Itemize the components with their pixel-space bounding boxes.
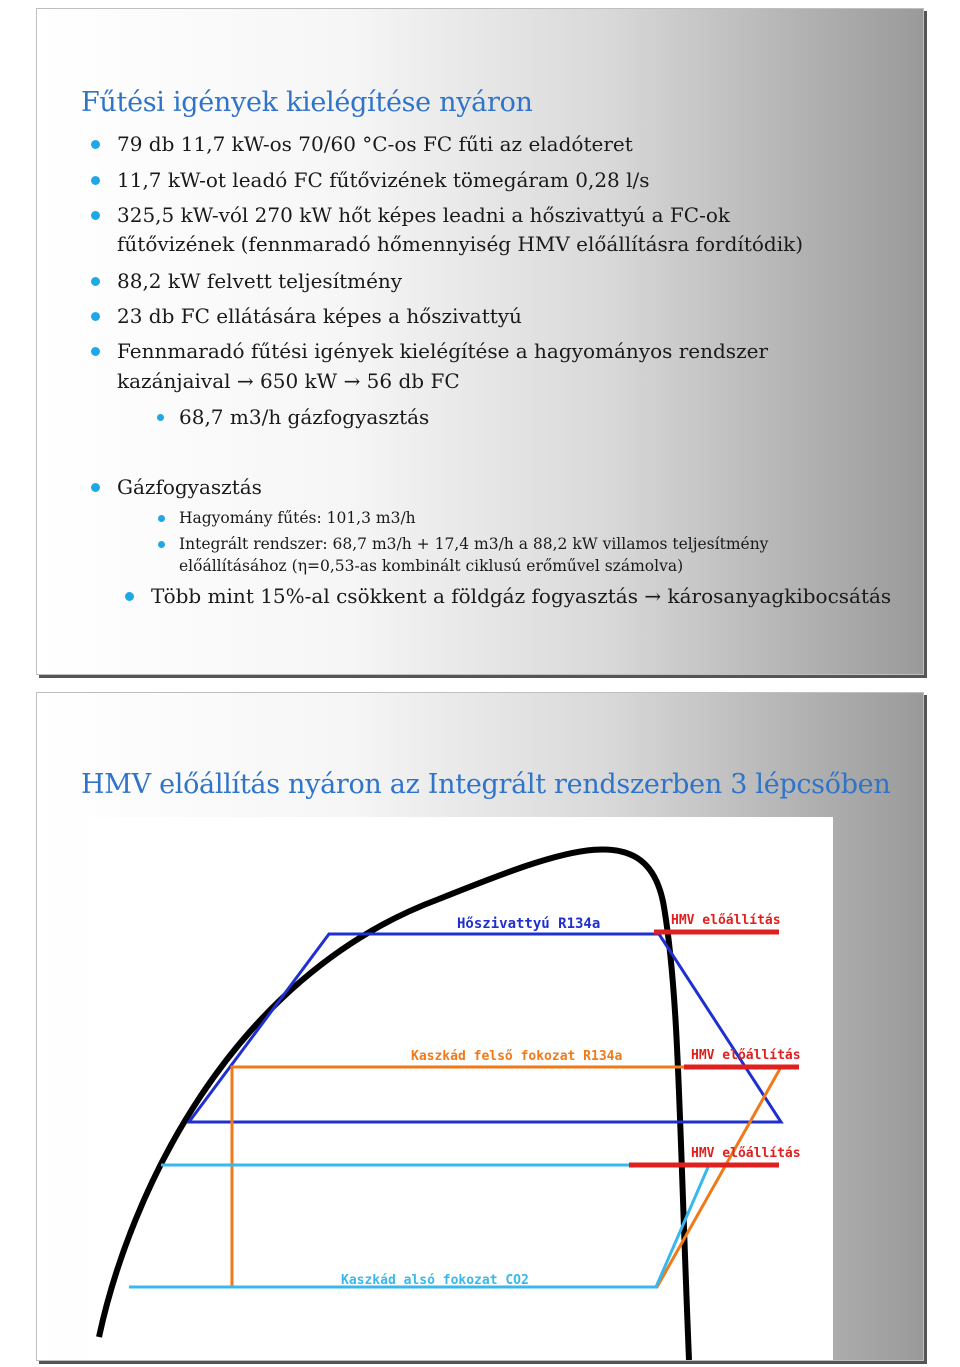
bullet-icon [91, 347, 100, 356]
slide-hmv-summer [36, 692, 924, 1361]
bullet-text: fűtővizének (fennmaradó hőmennyiség HMV előállításra fordítódik) [117, 232, 804, 256]
bullet-text: Hagyomány fűtés: 101,3 m3/h [179, 509, 416, 527]
sub-list-item [179, 533, 768, 555]
cascade-upper-cycle-line [232, 1067, 781, 1287]
list-item [117, 302, 522, 331]
bullet-text: kazánjaival → 650 kW → 56 db FC [117, 369, 460, 393]
bullet-icon [91, 483, 100, 492]
bullet-text: Gázfogyasztás [117, 475, 262, 499]
bullet-text: 79 db 11,7 kW-os 70/60 °C-os FC fűti az eladóteret [117, 132, 633, 156]
bullet-text: 68,7 m3/h gázfogyasztás [179, 405, 430, 429]
slide-title: HMV előállítás nyáron az Integrált rendszerben 3 lépcsőben [81, 769, 891, 800]
bullet-icon [91, 312, 100, 321]
list-item-continuation [117, 230, 803, 259]
bullet-text: Integrált rendszer: 68,7 m3/h + 17,4 m3/h a 88,2 kW villamos teljesítmény [179, 535, 769, 553]
bullet-icon [125, 592, 134, 601]
cascade-lower-cycle-line [129, 1165, 709, 1287]
sub-list-item [179, 507, 416, 529]
hmv-label-2: HMV előállítás [691, 1048, 801, 1063]
bullet-text: Több mint 15%-al csökkent a földgáz fogyasztás → károsanyagkibocsátás [151, 584, 892, 608]
sub-list-item-continuation [179, 555, 683, 577]
list-item [117, 130, 633, 159]
cycle-diagram-svg [89, 817, 833, 1360]
refrigeration-cycle-diagram [89, 817, 833, 1360]
bullet-icon [158, 541, 165, 548]
slide-heating-summer [36, 8, 924, 675]
list-item-continuation [117, 367, 460, 396]
list-item [117, 166, 650, 195]
slide-title: Fűtési igények kielégítése nyáron [81, 87, 533, 118]
list-item [117, 201, 730, 230]
bullet-text: 325,5 kW-vól 270 kW hőt képes leadni a hőszivattyú a FC-ok [117, 203, 730, 227]
bullet-text: előállításához (η=0,53-as kombinált ciklusú erőművel számolva) [179, 557, 684, 575]
bullet-text: 23 db FC ellátására képes a hőszivattyú [117, 304, 522, 328]
bullet-icon [91, 211, 100, 220]
heat-pump-cycle-line [189, 934, 781, 1122]
bullet-text: 11,7 kW-ot leadó FC fűtővizének tömegáram 0,28 l/s [117, 168, 650, 192]
list-item [117, 337, 768, 366]
bullet-icon [157, 414, 164, 421]
bullet-icon [91, 176, 100, 185]
hmv-label-1: HMV előállítás [671, 913, 781, 928]
hmv-label-3: HMV előállítás [691, 1146, 801, 1161]
bullet-text: 88,2 kW felvett teljesítmény [117, 269, 403, 293]
bullet-icon [91, 277, 100, 286]
heat-pump-label: Hőszivattyú R134a [457, 916, 601, 932]
list-item [117, 267, 402, 296]
list-item [151, 582, 891, 611]
bullet-icon [158, 515, 165, 522]
cascade-lower-label: Kaszkád alsó fokozat CO2 [341, 1273, 529, 1288]
bullet-text: Fennmaradó fűtési igények kielégítése a hagyományos rendszer [117, 339, 769, 363]
cascade-upper-label: Kaszkád felső fokozat R134a [411, 1049, 623, 1064]
list-item [117, 473, 262, 502]
sub-list-item [179, 403, 429, 432]
bullet-icon [91, 140, 100, 149]
bullet-list [37, 9, 923, 674]
